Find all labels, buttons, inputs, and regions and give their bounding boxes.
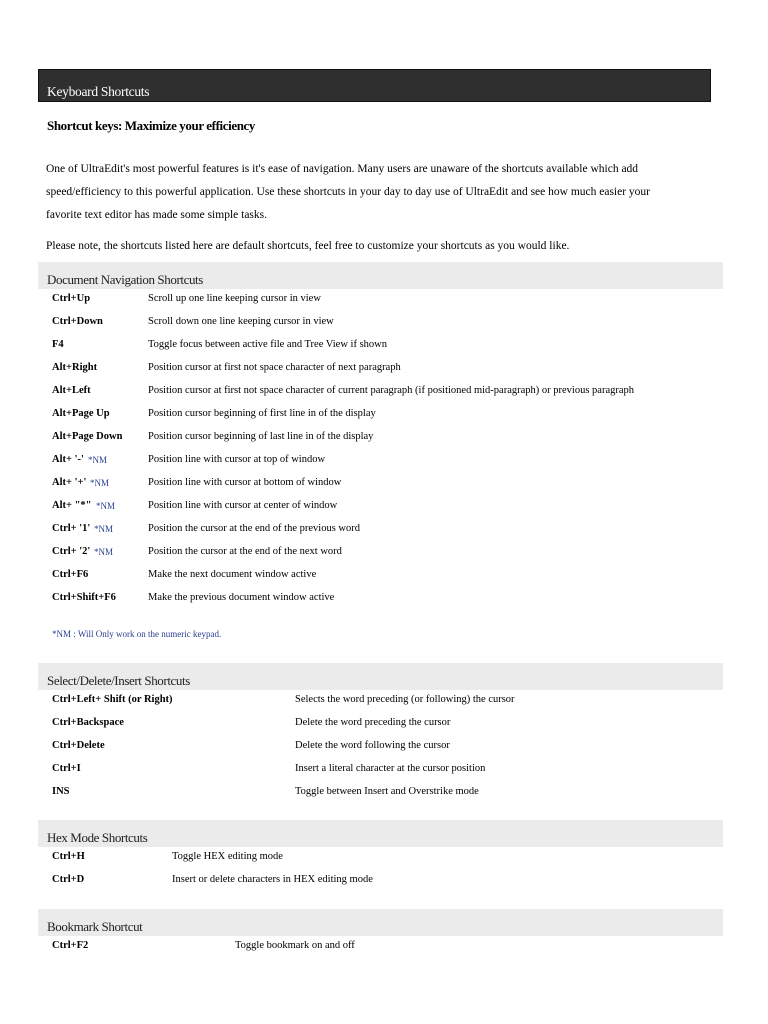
shortcut-description: Toggle bookmark on and off bbox=[235, 940, 355, 951]
shortcut-description: Scroll down one line keeping cursor in view bbox=[148, 316, 334, 327]
shortcut-description: Toggle between Insert and Overstrike mode bbox=[295, 786, 479, 797]
shortcut-key: Alt+ "*" bbox=[52, 500, 92, 511]
section-title: Document Navigation Shortcuts bbox=[47, 272, 203, 287]
shortcut-description: Position the cursor at the end of the next word bbox=[148, 546, 342, 557]
shortcut-description: Position line with cursor at top of window bbox=[148, 454, 326, 465]
numeric-keypad-marker: *NM bbox=[94, 524, 114, 534]
intro-note: Please note, the shortcuts listed here are default shortcuts, feel free to customize your shortcuts as you would like. bbox=[46, 240, 570, 252]
intro-line: speed/efficiency to this powerful application. Use these shortcuts in your day to day use of UltraEdit and see how much easier your bbox=[46, 186, 651, 198]
shortcut-description: Insert a literal character at the cursor position bbox=[295, 763, 486, 774]
page-title: Keyboard Shortcuts bbox=[47, 84, 150, 99]
shortcut-key: Alt+ '+' bbox=[52, 477, 87, 488]
shortcut-key: Ctrl+Shift+F6 bbox=[52, 592, 116, 603]
shortcut-key: Ctrl+Backspace bbox=[52, 717, 124, 728]
shortcut-description: Toggle focus between active file and Tree View if shown bbox=[148, 339, 388, 350]
shortcut-key: INS bbox=[52, 786, 70, 797]
shortcut-description: Make the next document window active bbox=[148, 569, 317, 580]
shortcut-key: Ctrl+Left+ Shift (or Right) bbox=[52, 694, 173, 705]
subtitle: Shortcut keys: Maximize your efficiency bbox=[47, 118, 255, 133]
shortcut-key: Ctrl+I bbox=[52, 763, 81, 774]
shortcut-key: Alt+Page Down bbox=[52, 431, 123, 442]
shortcut-key: Alt+Right bbox=[52, 362, 98, 373]
numeric-keypad-marker: *NM bbox=[90, 478, 110, 488]
shortcut-description: Position the cursor at the end of the previous word bbox=[148, 523, 360, 534]
shortcut-key: Ctrl+ '1' bbox=[52, 523, 91, 534]
shortcut-key: Ctrl+ '2' bbox=[52, 546, 91, 557]
shortcut-description: Scroll up one line keeping cursor in view bbox=[148, 293, 321, 304]
shortcut-key: Alt+Page Up bbox=[52, 408, 110, 419]
section-title: Select/Delete/Insert Shortcuts bbox=[47, 673, 190, 688]
shortcut-key: F4 bbox=[52, 339, 64, 350]
shortcut-description: Selects the word preceding (or following) the cursor bbox=[295, 694, 515, 705]
section-title: Bookmark Shortcut bbox=[47, 919, 143, 934]
shortcut-description: Insert or delete characters in HEX editing mode bbox=[172, 874, 373, 885]
section-header-document-navigation bbox=[38, 262, 723, 289]
shortcut-description: Position cursor at first not space character of next paragraph bbox=[148, 362, 401, 373]
shortcut-description: Position cursor beginning of last line in of the display bbox=[148, 431, 374, 442]
intro-paragraph bbox=[46, 158, 711, 227]
shortcut-key: Ctrl+D bbox=[52, 874, 85, 885]
shortcut-key: Alt+Left bbox=[52, 385, 91, 396]
shortcut-key: Ctrl+F2 bbox=[52, 940, 89, 951]
intro-line: One of UltraEdit's most powerful features is it's ease of navigation. Many users are unaware of the shortcuts available which add bbox=[46, 163, 639, 175]
intro-line: favorite text editor has made some simple tasks. bbox=[46, 209, 267, 221]
shortcut-description: Position line with cursor at bottom of window bbox=[148, 477, 342, 488]
shortcut-key: Ctrl+F6 bbox=[52, 569, 89, 580]
shortcut-key: Alt+ '-' bbox=[52, 454, 84, 465]
shortcut-key: Ctrl+Delete bbox=[52, 740, 105, 751]
section-header-hex-mode bbox=[38, 820, 723, 847]
shortcut-description: Position cursor at first not space character of current paragraph (if positioned mid-paragraph) or previous paragraph bbox=[148, 385, 635, 396]
page-title-bar bbox=[38, 69, 711, 102]
shortcut-description: Position cursor beginning of first line in of the display bbox=[148, 408, 376, 419]
numeric-keypad-footnote: *NM : Will Only work on the numeric keypad. bbox=[52, 629, 222, 639]
section-header-bookmark bbox=[38, 909, 723, 936]
numeric-keypad-marker: *NM bbox=[88, 455, 108, 465]
shortcut-key: Ctrl+Up bbox=[52, 293, 91, 304]
shortcut-description: Position line with cursor at center of window bbox=[148, 500, 338, 511]
shortcut-key: Ctrl+H bbox=[52, 851, 85, 862]
section-header-select-delete-insert bbox=[38, 663, 723, 690]
shortcut-description: Make the previous document window active bbox=[148, 592, 335, 603]
numeric-keypad-marker: *NM bbox=[94, 547, 114, 557]
shortcut-description: Toggle HEX editing mode bbox=[172, 851, 283, 862]
section-title: Hex Mode Shortcuts bbox=[47, 830, 148, 845]
shortcut-key: Ctrl+Down bbox=[52, 316, 103, 327]
shortcut-description: Delete the word preceding the cursor bbox=[295, 717, 451, 728]
shortcut-description: Delete the word following the cursor bbox=[295, 740, 450, 751]
numeric-keypad-marker: *NM bbox=[96, 501, 116, 511]
